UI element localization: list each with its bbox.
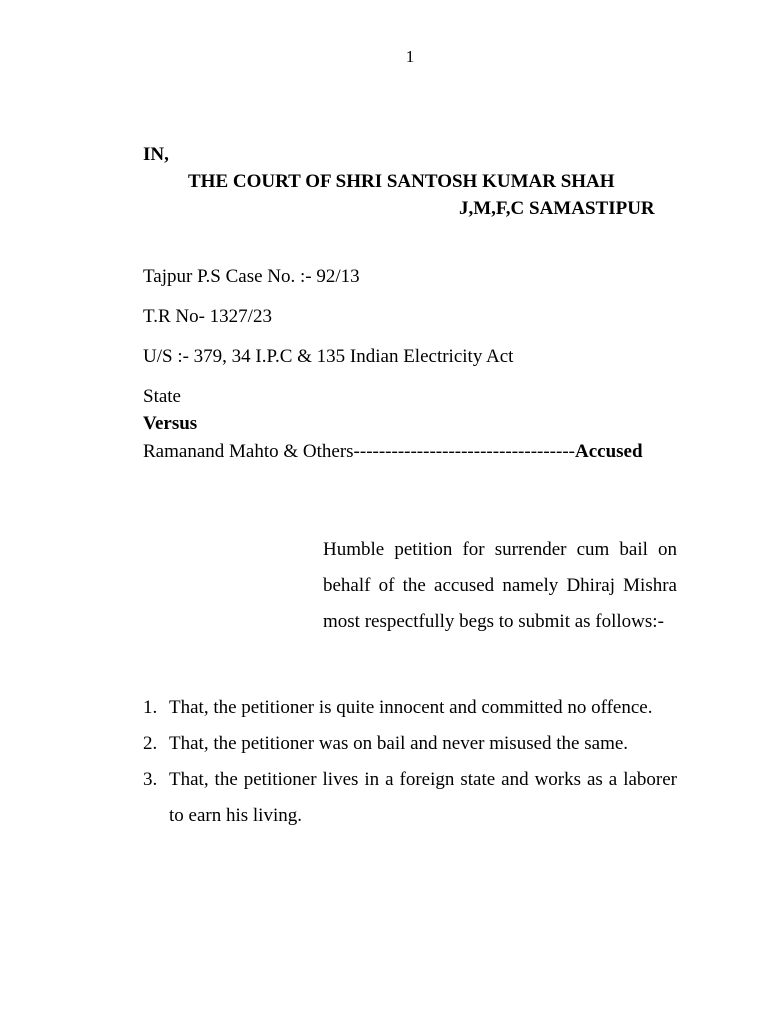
tr-number: T.R No- 1327/23	[143, 306, 272, 327]
item-number: 2.	[143, 733, 158, 754]
accused-label: Accused	[575, 441, 643, 462]
item-number: 1.	[143, 697, 158, 718]
versus-label: Versus	[143, 413, 198, 434]
petition-points	[143, 690, 677, 834]
list-item	[143, 762, 677, 834]
sections-line: U/S :- 379, 34 I.P.C & 135 Indian Electricity Act	[143, 346, 514, 367]
list-item	[143, 690, 677, 726]
list-item	[143, 726, 677, 762]
item-number: 3.	[143, 769, 158, 790]
state-party: State	[143, 386, 181, 407]
accused-party: Ramanand Mahto & Others-----------------------------------	[143, 441, 575, 462]
court-prefix: IN,	[143, 144, 169, 165]
court-name: THE COURT OF SHRI SANTOSH KUMAR SHAH	[188, 171, 615, 192]
item-text: That, the petitioner was on bail and never misused the same.	[169, 733, 629, 754]
petition-intro: Humble petition for surrender cum bail on behalf of the accused namely Dhiraj Mishra most respectfully begs to submit as follows:-	[323, 539, 677, 632]
item-text: That, the petitioner is quite innocent and committed no offence.	[169, 697, 653, 718]
court-location: J,M,F,C SAMASTIPUR	[459, 198, 655, 219]
page-number: 1	[405, 47, 415, 66]
case-number: Tajpur P.S Case No. :- 92/13	[143, 266, 360, 287]
accused-line	[143, 440, 677, 464]
item-text: That, the petitioner lives in a foreign state and works as a laborer to earn his living.	[169, 769, 677, 826]
